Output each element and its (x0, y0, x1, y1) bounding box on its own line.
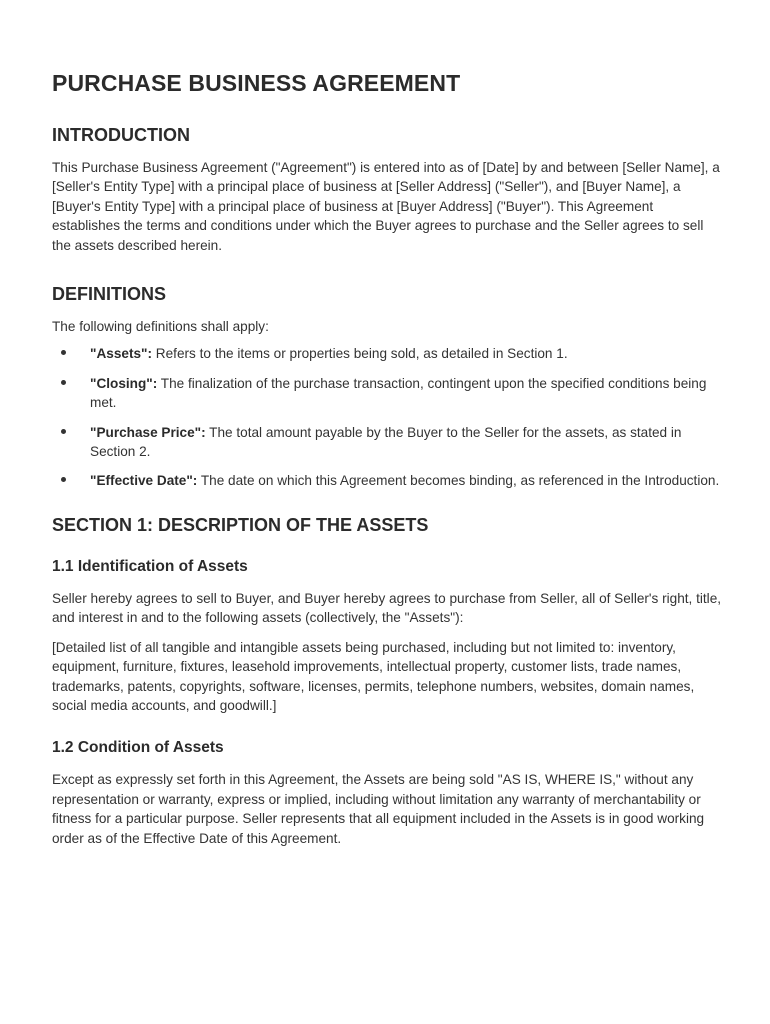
bullet-icon (61, 350, 66, 355)
subsection-1-1-paragraph: Seller hereby agrees to sell to Buyer, and Buyer hereby agrees to purchase from Seller, all of Seller's right, title, and interest in and to the following assets (collectively, the "Assets"): (52, 590, 722, 626)
definition-item (52, 374, 722, 413)
introduction-heading: INTRODUCTION (52, 125, 190, 145)
definition-term: "Closing": (90, 375, 158, 391)
document-title: PURCHASE BUSINESS AGREEMENT (52, 70, 461, 96)
section1-heading: SECTION 1: DESCRIPTION OF THE ASSETS (52, 514, 429, 535)
subsection-1-1-heading: 1.1 Identification of Assets (52, 557, 248, 575)
subsection-1-2-paragraph: Except as expressly set forth in this Agreement, the Assets are being sold "AS IS, WHERE IS," without any representation or warranty, express or implied, including without limitation any warranty of merchantability or fitness for a particular purpose. Seller represents that all equipment included in the Assets is in good working order as of the Effective Date of this Agreement. (52, 772, 705, 846)
definition-term: "Assets": (90, 346, 153, 362)
asset-list-paragraph: [Detailed list of all tangible and intangible assets being purchased, including but not limited to: inventory, equipment, furniture, fixtures, leasehold improvements, intellectual property, customer lists, trade names, trademarks, patents, copyrights, software, licenses, permits, telephone numbers, websites, domain names, social media accounts, and goodwill.] (52, 639, 695, 713)
definition-text: The date on which this Agreement becomes binding, as referenced in the Introduction. (197, 473, 720, 489)
definitions-heading: DEFINITIONS (52, 284, 167, 305)
bullet-icon (61, 477, 66, 482)
introduction-paragraph: This Purchase Business Agreement ("Agreement") is entered into as of [Date] by and between [Seller Name], a [Seller's Entity Type] with a principal place of business at [Seller Address] ("Seller"), and [Buyer Name], a [Buyer's Entity Type] with a principal place of business at [Buyer Address] ("Buyer"). This Agreement establishes the terms and conditions under which the Buyer agrees to purchase and the Seller agrees to sell the assets described herein. (52, 160, 720, 253)
definitions-lead: The following definitions shall apply: (52, 319, 269, 335)
document-page (52, 70, 722, 848)
definition-text: Refers to the items or properties being sold, as detailed in Section 1. (152, 346, 568, 362)
definition-text: The finalization of the purchase transaction, contingent upon the specified conditions being met. (90, 375, 707, 411)
definition-term: "Purchase Price": (90, 424, 206, 440)
definition-text: The total amount payable by the Buyer to the Seller for the assets, as stated in Section 2. (90, 424, 682, 460)
definitions-list (52, 344, 722, 490)
bullet-icon (61, 429, 66, 434)
subsection-1-2-heading: 1.2 Condition of Assets (52, 739, 224, 757)
definition-term: "Effective Date": (90, 473, 198, 489)
definition-item (52, 344, 722, 363)
definition-item (52, 471, 722, 490)
definition-item (52, 423, 722, 462)
bullet-icon (61, 380, 66, 385)
